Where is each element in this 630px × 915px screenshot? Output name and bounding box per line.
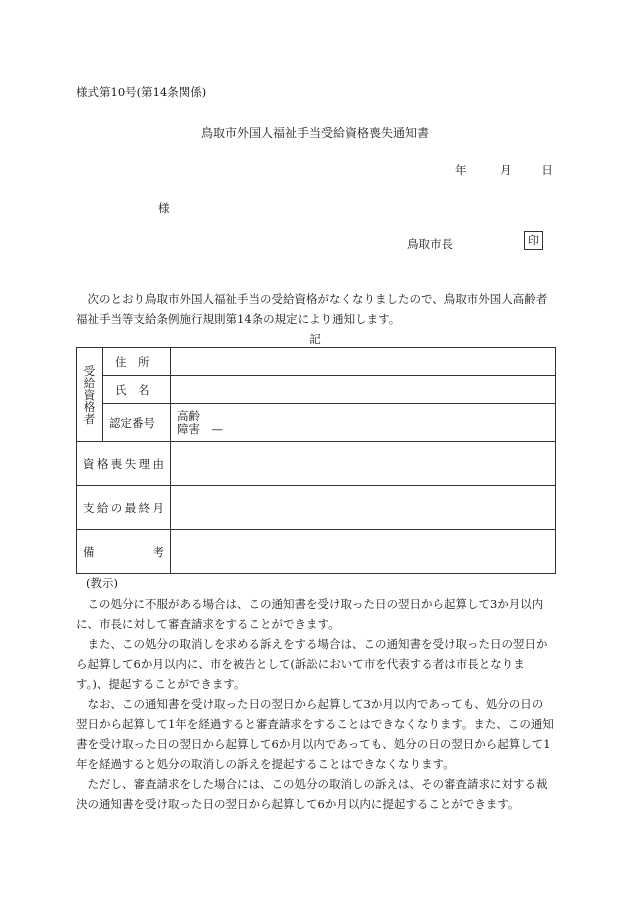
group-char: 給: [83, 375, 96, 390]
certification-number-label: 認定番号: [103, 404, 171, 442]
name-label: [103, 376, 171, 404]
cert-elderly-label: 高齢: [177, 408, 200, 423]
intro-paragraph: 次のとおり鳥取市外国人福祉手当の受給資格がなくなりましたので、鳥取市外国人高齢者福祉手当等支給条例施行規則第14条の規定により通知します。: [76, 292, 548, 326]
form-number: 様式第10号(第14条関係): [76, 85, 207, 99]
addressee-suffix: 様: [158, 201, 170, 215]
last-payment-month-field[interactable]: [171, 486, 556, 530]
recipient-group-label: [77, 348, 103, 442]
notice-paragraph: また、この処分の取消しを求める訴えをする場合は、この通知書を受け取った日の翌日から起算して6か月以内に、市を被告として(訴訟において市を代表する者は市長となります。)、提起することができます。: [76, 637, 548, 691]
date-line: [455, 162, 553, 178]
sender-name: 鳥取市長: [407, 237, 453, 251]
notice-paragraph: なお、この通知書を受け取った日の翌日から起算して3か月以内であっても、処分の日の翌日から起算して1年を経過すると審査請求をすることはできなくなります。また、この通知書を受け取った日の翌日から起算して6か月以内であっても、処分の日の翌日から起算して1年を経過すると処分の取消しの訴えを提起することはできなくなります。: [76, 697, 554, 771]
seal-stamp: 印: [524, 231, 543, 250]
document-title: 鳥取市外国人福祉手当受給資格喪失通知書: [200, 126, 429, 140]
notice-paragraph: ただし、審査請求をした場合には、この処分の取消しの訴えは、その審査請求に対する裁決の通知書を受け取った日の翌日から起算して6か月以内に提起することができます。: [76, 777, 548, 811]
ki-heading: 記: [309, 332, 321, 346]
certification-number-field[interactable]: [171, 404, 556, 442]
loss-reason-field[interactable]: [171, 442, 556, 486]
cert-disabled-label: 障害: [177, 421, 200, 436]
address-label: [103, 348, 171, 376]
group-char: 資: [83, 387, 96, 402]
date-year: 年: [455, 163, 467, 177]
date-day: 日: [541, 163, 553, 177]
name-field[interactable]: [171, 376, 556, 404]
group-char: 受: [83, 363, 96, 378]
name-label-text: 氏 名: [115, 382, 150, 397]
cert-dash: —: [211, 421, 224, 436]
group-char: 者: [83, 411, 96, 426]
date-month: 月: [500, 163, 512, 177]
group-char: 格: [83, 399, 96, 414]
loss-reason-label: 資格喪失理由: [77, 442, 171, 486]
recipient-info-table: [76, 347, 556, 574]
notice-paragraph: この処分に不服がある場合は、この通知書を受け取った日の翌日から起算して3か月以内に、市長に対して審査請求をすることができます。: [76, 597, 544, 631]
address-label-text: 住 所: [115, 354, 150, 369]
remarks-field[interactable]: [171, 530, 556, 574]
notice-body: [76, 594, 554, 814]
last-payment-month-label: 支給の最終月: [77, 486, 171, 530]
remarks-label: 備 考: [77, 530, 171, 574]
notice-heading: (教示): [86, 576, 118, 590]
address-field[interactable]: [171, 348, 556, 376]
